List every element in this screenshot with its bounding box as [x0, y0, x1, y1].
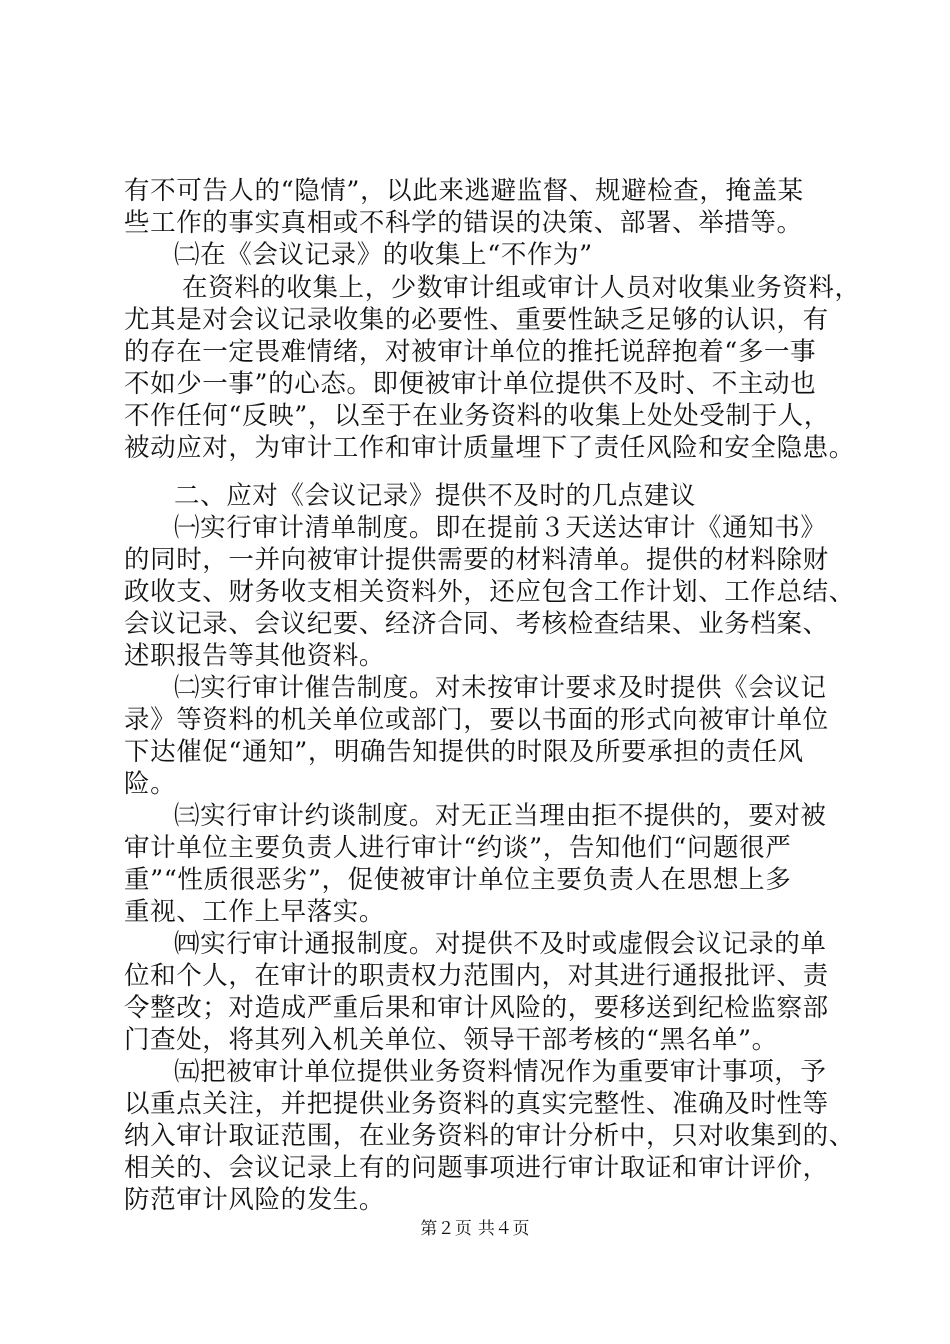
body-text-line: 政收支、财务收支相关资料外，还应包含工作计划、工作总结、: [124, 577, 855, 607]
body-text-line: 相关的、会议记录上有的问题事项进行审计取证和审计评价，: [124, 1153, 829, 1183]
body-text-line: ㈣实行审计通报制度。对提供不及时或虚假会议记录的单: [174, 929, 827, 959]
body-text-line: 重”“性质很恶劣”，促使被审计单位主要负责人在思想上多: [124, 865, 792, 895]
body-text-line: 录》等资料的机关单位或部门，要以书面的形式向被审计单位: [124, 705, 829, 735]
body-text-line: 险。: [124, 769, 177, 799]
body-text-line: 有不可告人的“隐情”，以此来逃避监督、规避检查，掩盖某: [124, 176, 804, 206]
body-text-line: 不如少一事”的心态。即便被审计单位提供不及时、不主动也: [124, 369, 817, 399]
body-text-line: 尤其是对会议记录收集的必要性、重要性缺乏足够的认识，有: [124, 305, 829, 335]
body-text-line: 不作任何“反映”，以至于在业务资料的收集上处处受制于人，: [124, 401, 830, 431]
body-text-line: 被动应对，为审计工作和审计质量埋下了责任风险和安全隐患。: [124, 433, 855, 463]
body-text-line: 在资料的收集上，少数审计组或审计人员对收集业务资料，: [182, 273, 861, 303]
body-text-line: ㈢实行审计约谈制度。对无正当理由拒不提供的，要对被: [174, 801, 827, 831]
body-text-line: 以重点关注，并把提供业务资料的真实完整性、准确及时性等: [124, 1089, 829, 1119]
body-text-line: 述职报告等其他资料。: [124, 641, 386, 671]
body-text-line: 门查处，将其列入机关单位、领导干部考核的“黑名单”。: [124, 1025, 778, 1055]
body-text-line: ㈡实行审计催告制度。对未按审计要求及时提供《会议记: [174, 673, 827, 703]
page-footer: 第２页 共４页: [420, 1219, 530, 1239]
section-heading: 二、应对《会议记录》提供不及时的几点建议: [174, 481, 697, 511]
body-text-line: 会议记录、会议纪要、经济合同、考核检查结果、业务档案、: [124, 609, 829, 639]
body-text-line: 的存在一定畏难情绪，对被审计单位的推托说辞抱着“多一事: [124, 337, 817, 367]
body-text-line: 防范审计风险的发生。: [124, 1185, 386, 1215]
body-text-line: 下达催促“通知”，明确告知提供的时限及所要承担的责任风: [124, 737, 804, 767]
body-text-line: 的同时，一并向被审计提供需要的材料清单。提供的材料除财: [124, 545, 829, 575]
body-text-line: 审计单位主要负责人进行审计“约谈”，告知他们“问题很严: [124, 833, 792, 863]
body-text-line: ㈤把被审计单位提供业务资料情况作为重要审计事项，予: [174, 1057, 827, 1087]
body-text-line: 重视、工作上早落实。: [124, 897, 386, 927]
body-text-line: 令整改；对造成严重后果和审计风险的，要移送到纪检监察部: [124, 993, 829, 1023]
body-text-line: 纳入审计取证范围，在业务资料的审计分析中，只对收集到的、: [124, 1121, 855, 1151]
subheading: ㈡在《会议记录》的收集上“不作为”: [174, 240, 593, 270]
body-text-line: 位和个人，在审计的职责权力范围内，对其进行通报批评、责: [124, 961, 829, 991]
body-text-line: ㈠实行审计清单制度。即在提前３天送达审计《通知书》: [174, 513, 827, 543]
body-text-line: 些工作的事实真相或不科学的错误的决策、部署、举措等。: [124, 208, 803, 238]
